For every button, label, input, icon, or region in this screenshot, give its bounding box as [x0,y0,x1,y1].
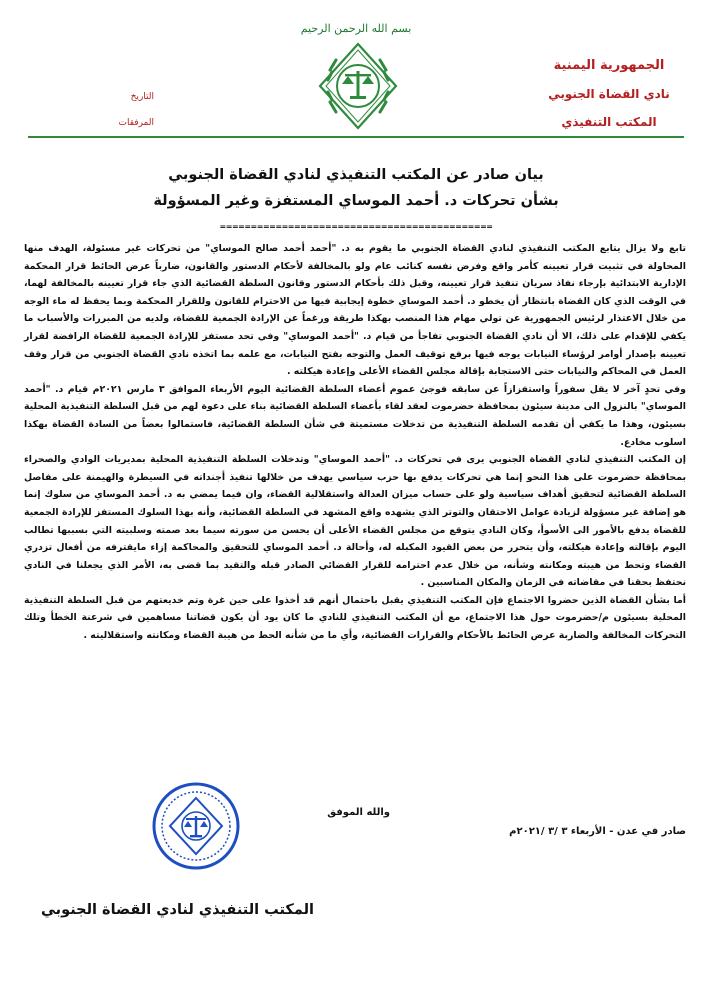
paragraph-2: وفي تحدٍ آخر لا يقل سفوراً واستفزازاً عن سابقه فوجئ عموم أعضاء السلطة القضائية اليوم الأربعاء الموافق ٣ مارس ٢٠٢١م قيام د. "أحمد الموساي" بالنزول الى مدينة سيئون بمحافظة حضرموت لعقد لقاء بأعضاء السلطة القضائية بناء على دعوة لهم من قبل السلطة التنفيذية المحلية بسيئون، وهذا ما يكفي أن تقدمه السلطة التنفيذية من تدخلات مستميتة في شأن السلطة القضائية، فاستمالوا بعضاً من السادة القضاة بهكذا اسلوب مخادع. [24,383,686,448]
green-club-logo [312,40,404,132]
date-label: التاريخ [130,92,154,102]
title-line-1: بيان صادر عن المكتب التنفيذي لنادي القضاة الجنوبي [168,167,544,183]
org-line-club: نادي القضاة الجنوبي [548,87,670,101]
letterhead-meta [44,84,154,136]
signature-block: المكتب التنفيذي لنادي القضاة الجنوبي [41,902,314,918]
blue-seal-stamp [150,780,242,872]
issue-date-line: صادر في عدن - الأربعاء ٣ /٣ /٢٠٢١م [509,826,686,837]
title-separator: ============================================ [219,222,493,231]
letterhead-organization [534,52,684,136]
org-line-office: المكتب التنفيذي [561,115,657,129]
closing-phrase: والله الموفق [327,807,390,818]
paragraph-3: إن المكتب التنفيذي لنادي القضاة الجنوبي يرى في تحركات د. "أحمد الموساي" وتدخلات السلطة التنفيذية المحلية بمديريات الوادي والصحراء بمحافظة حضرموت على هذا النحو إنما هي تحركات يدفع بها حزب سياسي يهدف من خلالها تنفيذ أجنداته في السيطرة والهيمنة على مفاصل السلطة القضائية لتحقيق أهداف سياسية ولو على حساب ميزان العدالة واستقلالية القضاء، وان فيما يمضي به د. أحمد الموساي من سلوك إنما هو إضافة غير مسؤولة لزيادة عوامل الاحتقان والتوتر الذي يشهده واقع المشهد في السلطة القضائية، وأنه بهذا السلوك المستفز للإرادة الجمعية للقضاة يدفع بالأمور الى الأسوأ، وكان النادي يتوقع من مجلس القضاء الأعلى أن يحسن من سورته سيما بعد صمته وسلبيته التي بسببها تطالب اليوم بإقالته وإعادة هيكلته، وأن يتحرر من بعض القيود المكبله له، وأحالة د. أحمد الموساي للتحقيق والمحاكمة إزاء مايقترفه من أفعال تزدري القضاء وتحط من هيبته ومكانته وشأنه، من خلال عدم احترامه للقرار القضائي الصادر قبله والتقيد بما قضى به، الأمر الذي يجعلنا في النادي نحتفظ بحقنا في مقاضاته في الزمان والمكان المناسبين . [24,454,686,589]
header-divider [28,136,684,138]
paragraph-4: أما بشأن القضاة الذين حضروا الاجتماع فإن المكتب التنفيذي يقبل باحتمال أنهم قد أخذوا على حين غرة وتم خديعتهم من قبل السلطة التنفيذية المحلية بسيئون م/حضرموت حول هذا الاجتماع، مع أن المكتب التنفيذي للنادي ما كان يود أن يكون قضاتنا مساهمين في شرعنة الخطأ وتلك التحركات المخالفة والضاربة عرض الحائط بالأحكام والقرارات القضائية، وأي ما من شأنه الحط من هيبة القضاء ومكانته واستقلاليته . [24,594,686,642]
statement-title [0,162,712,214]
paragraph-1: تابع ولا يزال يتابع المكتب التنفيذي لنادي القضاة الجنوبي ما يقوم به د. "أحمد أحمد صالح الموساي" من تحركات غير مسئولة، الهدف منها المحاولة في تثبيت قرار تعيينه كأمر واقع وفرض نفسه كنائب عام ولو بالمخالفة لأحكام الدستور والقانون، ضارباً عرض الحائط قرار المحكمة الإدارية الابتدائية بإرجاء نفاذ سريان تنفيذ قرار تعيينه، وقبل ذلك بأحكام الدستور وقانون السلطة القضائية الذي جاء قرار تعيينه بالمخالفة لهما، في الوقت الذي كان القضاة بانتظار أن يخطو د. أحمد الموساي خطوة إيجابية فيها من الاحترام للقانون وللقرار المحكمة وبما يحفظ له ماء الوجه من خلال الاعتذار لرئيس الجمهورية عن تولي مهام هذا المنصب بهكذا طريقة ورغماً عن الإرادة الجمعية للقضاة، ولديه من المبررات والأسباب ما يكفي للإقدام على ذلك، الا أن نادي القضاة الجنوبي تفاجأ من قيام د. "أحمد الموساي" وفي تحد مستفز للإرادة الجمعية للقضاة الرافضة لقرار تعيينه بإصدار أوامر لرؤساء النيابات يوجه فيها برفع توقيف العمل والتوجه بفتح النيابات، مع علمه بما اتخذه نادي القضاة الجنوبي من قرار وقف العمل في المحاكم والنيابات حتى الاستجابة بإقالة مجلس القضاء الأعلى وإعادة هيكلته . [24,243,686,378]
title-line-2: بشأن تحركات د. أحمد الموساي المستفزة وغير المسؤولة [153,193,559,209]
statement-body [24,240,686,645]
basmala: بسم الله الرحمن الرحيم [300,22,412,35]
attachments-label: المرفقات [118,118,154,128]
org-line-country: الجمهورية اليمنية [553,58,665,73]
